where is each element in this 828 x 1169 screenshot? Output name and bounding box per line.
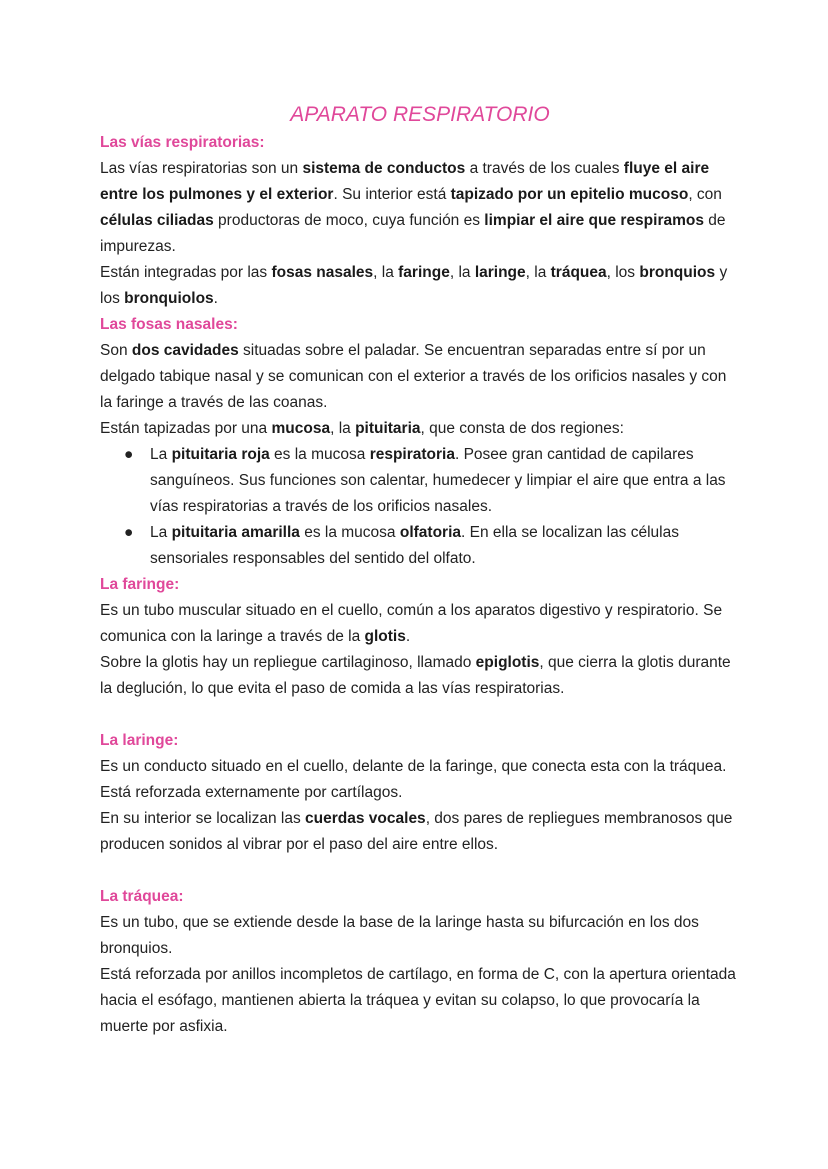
section-heading-vias: Las vías respiratorias: (100, 134, 265, 151)
bold-text: epiglotis (475, 654, 540, 671)
bold-text: pituitaria amarilla (171, 524, 300, 541)
paragraph: En su interior se localizan las cuerdas vocales, dos pares de repliegues membranosos que producen sonidos al vibrar por el paso del aire entre ellos. (100, 810, 733, 853)
bold-text: tráquea (550, 264, 607, 281)
paragraph: Es un tubo, que se extiende desde la base de la laringe hasta su bifurcación en los dos bronquios. (100, 914, 699, 957)
spacer (100, 702, 740, 728)
bold-text: cuerdas vocales (305, 810, 426, 827)
bold-text: pituitaria roja (171, 446, 270, 463)
paragraph: Es un conducto situado en el cuello, delante de la faringe, que conecta esta con la tráquea. Está reforzada externamente por cartílagos. (100, 758, 727, 801)
bold-text: fosas nasales (271, 264, 374, 281)
paragraph: Las vías respiratorias son un sistema de conductos a través de los cuales fluye el aire entre los pulmones y el exterior. Su interior está tapizado por un epitelio mucoso, con células ciliadas productoras de moco, cuya función es limpiar el aire que respiramos de impurezas. (100, 160, 726, 255)
bold-text: dos cavidades (131, 342, 239, 359)
bullet-list (100, 442, 740, 572)
section-heading-traquea: La tráquea: (100, 888, 184, 905)
bold-text: faringe (398, 264, 450, 281)
list-item-text: La pituitaria amarilla es la mucosa olfatoria. En ella se localizan las células sensoriales responsables del sentido del olfato. (150, 524, 679, 567)
bold-text: limpiar el aire que respiramos (484, 212, 704, 229)
section-heading-laringe: La laringe: (100, 732, 179, 749)
paragraph: Están tapizadas por una mucosa, la pituitaria, que consta de dos regiones: (100, 420, 624, 437)
bold-text: laringe (474, 264, 526, 281)
section-heading-fosas: Las fosas nasales: (100, 316, 238, 333)
list-item (100, 520, 740, 572)
bold-text: sistema de conductos (302, 160, 466, 177)
paragraph: Sobre la glotis hay un repliegue cartilaginoso, llamado epiglotis, que cierra la glotis durante la deglución, lo que evita el paso de comida a las vías respiratorias. (100, 654, 731, 697)
page-title: APARATO RESPIRATORIO (290, 103, 550, 126)
list-item-text: La pituitaria roja es la mucosa respiratoria. Posee gran cantidad de capilares sanguíneos. Sus funciones son calentar, humedecer y limpiar el aire que entra a las vías respiratorias a través de los orificios nasales. (150, 446, 726, 515)
bold-text: tapizado por un epitelio mucoso (450, 186, 689, 203)
bold-text: células ciliadas (100, 212, 214, 229)
paragraph: Está reforzada por anillos incompletos de cartílago, en forma de C, con la apertura orientada hacia el esófago, mantienen abierta la tráquea y evitan su colapso, lo que provocaría la muerte por asfixia. (100, 966, 736, 1035)
bold-text: olfatoria (399, 524, 462, 541)
bold-text: glotis (364, 628, 406, 645)
bold-text: pituitaria (355, 420, 421, 437)
paragraph: Están integradas por las fosas nasales, la faringe, la laringe, la tráquea, los bronquios y los bronquiolos. (100, 264, 728, 307)
bullet-icon: ● (124, 446, 134, 463)
bold-text: bronquiolos (124, 290, 214, 307)
paragraph: Es un tubo muscular situado en el cuello, común a los aparatos digestivo y respiratorio. Se comunica con la laringe a través de la glotis. (100, 602, 723, 645)
section-heading-faringe: La faringe: (100, 576, 180, 593)
spacer (100, 858, 740, 884)
bold-text: bronquios (639, 264, 716, 281)
bullet-icon: ● (124, 524, 134, 541)
list-item (100, 442, 740, 520)
bold-text: mucosa (271, 420, 331, 437)
bold-text: fluye el aire entre los pulmones y el exterior (100, 160, 710, 203)
document-page (100, 100, 740, 1040)
bold-text: respiratoria (369, 446, 455, 463)
paragraph: Son dos cavidades situadas sobre el paladar. Se encuentran separadas entre sí por un delgado tabique nasal y se comunican con el exterior a través de los orificios nasales y con la faringe a través de las coanas. (100, 342, 727, 411)
